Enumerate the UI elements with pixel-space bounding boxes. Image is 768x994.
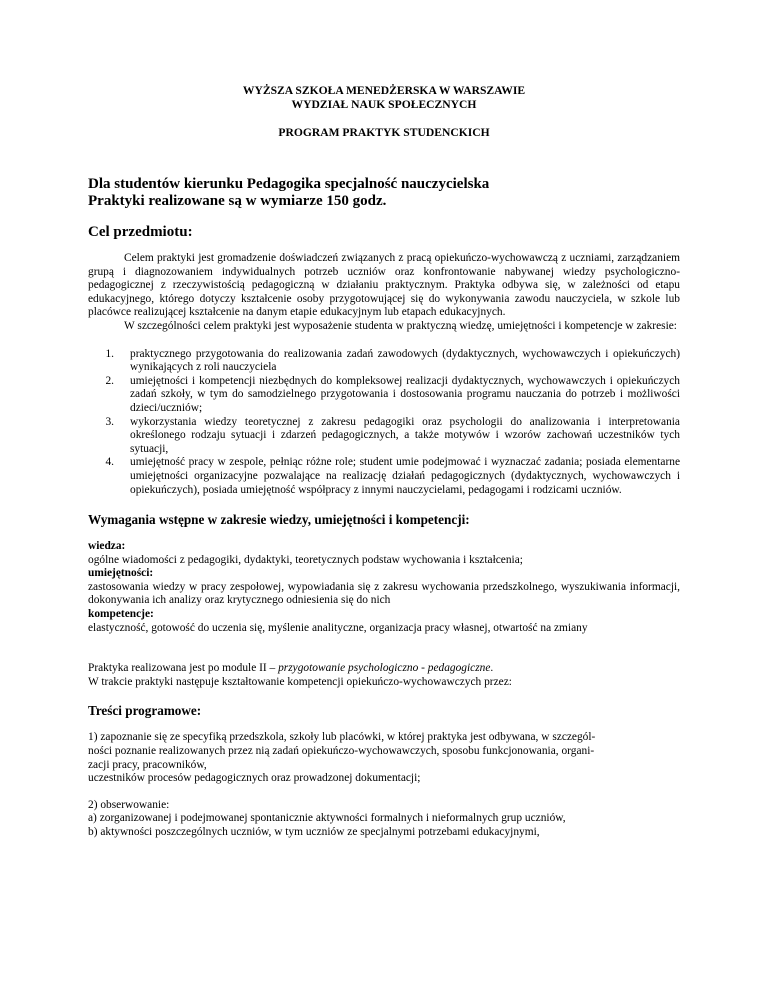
contents-point-2-line: b) aktywności poszczególnych uczniów, w tym uczniów ze specjalnymi potrzebami edukacyjnymi, <box>88 826 540 838</box>
intro-line-1: Dla studentów kierunku Pedagogika specjalność nauczycielska <box>88 176 490 192</box>
list-item <box>88 375 680 416</box>
contents-point-1-line: uczestników procesów pedagogicznych oraz prowadzonej dokumentacji; <box>88 772 421 785</box>
goal-heading: Cel przedmiotu: <box>88 224 193 240</box>
faculty-name: WYDZIAŁ NAUK SPOŁECZNYCH <box>291 98 477 111</box>
contents-point-1-line: zacji pracy, pracowników, <box>88 758 207 771</box>
list-number: 1. <box>105 347 114 360</box>
list-item <box>88 416 680 457</box>
list-text: umiejętności i kompetencji niezbędnych do kompleksowej realizacji dydaktycznych, wychowawczych i opiekuńczych zadań szkoły, w tym do samodzielnego przygotowania i dostosowania programu nauczania do potrzeb i możliwości dzieci/uczniów; <box>130 374 680 414</box>
list-text: praktycznego przygotowania do realizowania zadań zawodowych (dydaktycznych, wychowawczych i opiekuńczych) wynikających z roli nauczyciela <box>130 347 680 374</box>
program-title: PROGRAM PRAKTYK STUDENCKICH <box>278 126 490 139</box>
document-page <box>88 0 680 840</box>
contents-point-2-line: 2) obserwowanie: <box>88 798 170 811</box>
list-number: 3. <box>105 415 114 428</box>
contents-point-1-line: 1) zapoznanie się ze specyfiką przedszkola, szkoły lub placówki, w której praktyka jest odbywana, w szczegól- <box>88 731 596 744</box>
contents-point-1-line: ności poznanie realizowanych przez nią zadań opiekuńczo-wychowawczych, sposobu funkcjonowania, organi- <box>88 745 595 758</box>
requirements-heading: Wymagania wstępne w zakresie wiedzy, umiejętności i kompetencji: <box>88 512 470 528</box>
module-suffix: . <box>490 662 494 675</box>
competence-text: elastyczność, gotowość do uczenia się, myślenie analityczne, organizacja pracy własnej, otwartość na zmiany <box>88 621 588 634</box>
module-line-2: W trakcie praktyki następuje kształtowanie kompetencji opiekuńczo-wychowawczych przez: <box>88 675 512 688</box>
knowledge-label: wiedza: <box>88 540 126 553</box>
module-name: przygotowanie psychologiczno - pedagogiczne <box>278 662 491 675</box>
skills-text: zastosowania wiedzy w pracy zespołowej, wypowiadania się z zakresu wychowania przedszkolnego, wyszukiwania informacji, dokonywania ich analizy oraz krytycznego odniesienia się do nich <box>88 580 680 607</box>
list-item <box>88 456 680 497</box>
school-name: WYŻSZA SZKOŁA MENEDŻERSKA W WARSZAWIE <box>242 84 526 97</box>
contents-point-2-line: a) zorganizowanej i podejmowanej spontanicznie aktywności formalnych i nieformalnych grup uczniów, <box>88 812 566 825</box>
intro-line-2: Praktyki realizowane są w wymiarze 150 godz. <box>88 193 387 209</box>
list-text: umiejętność pracy w zespole, pełniąc różne role; student umie podejmować i wyznaczać zadania; posiada elementarne umiejętności organizacyjne pozwalające na realizację działań pedagogicznych (dydaktycznych, wychowawczych i opiekuńczych), posiada umiejętność współpracy z innymi nauczycielami, pedagogami i rodzicami uczniów. <box>130 456 680 496</box>
list-text: wykorzystania wiedzy teoretycznej z zakresu pedagogiki oraz psychologii do analizowania i interpretowania określonego rodzaju sytuacji i zdarzeń pedagogicznych, a także motywów i wzorów zachowań uczestników tych sytuacji, <box>130 415 680 455</box>
module-line <box>88 662 680 676</box>
list-number: 4. <box>105 456 114 469</box>
competence-label: kompetencje: <box>88 608 154 621</box>
goal-list <box>88 348 680 498</box>
skills-label: umiejętności: <box>88 567 154 580</box>
goal-paragraph-2: W szczególności celem praktyki jest wyposażenie studenta w praktyczną wiedzę, umiejętności i kompetencje w zakresie: <box>124 319 677 332</box>
knowledge-text: ogólne wiadomości z pedagogiki, dydaktyki, teoretycznych podstaw wychowania i kształcenia; <box>88 553 523 566</box>
goal-paragraph: Celem praktyki jest gromadzenie doświadczeń związanych z pracą opiekuńczo-wychowawczą z uczniami, zarządzaniem grupą i diagnozowaniem indywidualnych potrzeb uczniów oraz konfrontowanie nabywanej wiedzy psychologiczno-pedagogicznej z rzeczywistością pedagogiczną w działaniu praktycznym. Praktyka odbywa się, w zależności od etapu edukacyjnego, którego dotyczy kształcenie osoby przygotowującej się do wykonywania zawodu nauczyciela, w szkole lub placówce realizującej kształcenie na danym etapie edukacyjnym lub etapach edukacyjnych. <box>88 252 680 319</box>
contents-heading: Treści programowe: <box>88 703 202 719</box>
list-item <box>88 348 680 375</box>
list-number: 2. <box>105 374 114 387</box>
module-prefix: Praktyka realizowana jest po module II – <box>88 662 279 675</box>
